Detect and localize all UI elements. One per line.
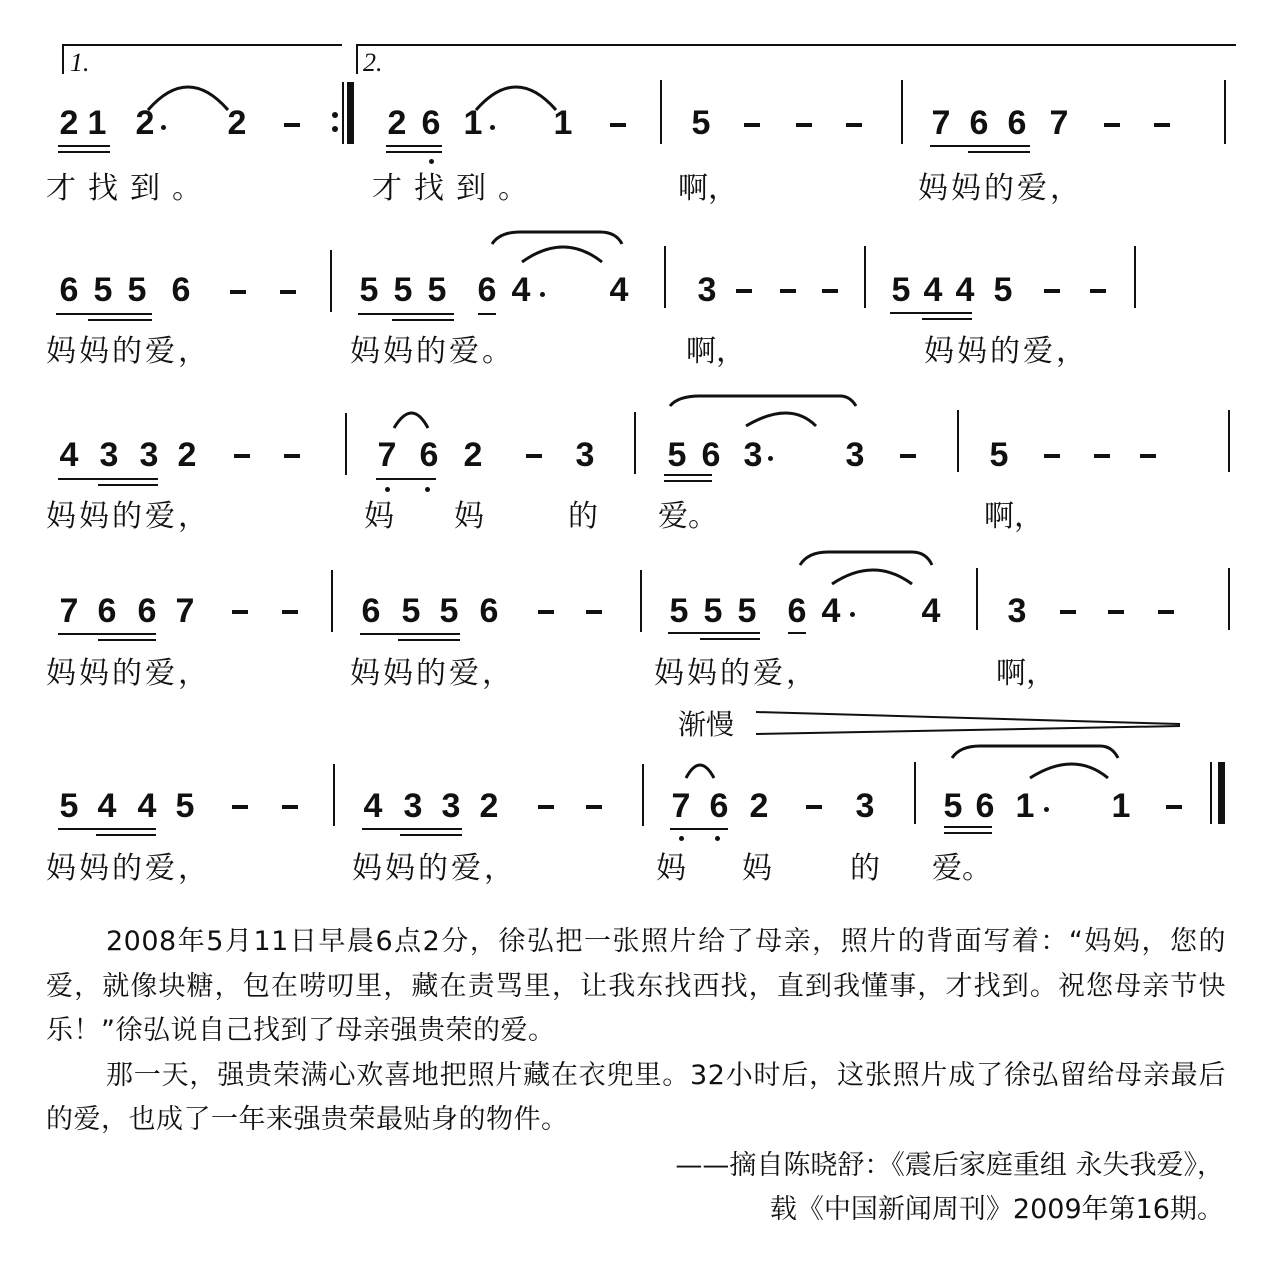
- note: 6: [701, 436, 721, 474]
- note: 6: [969, 104, 989, 142]
- lyric-text: 啊，: [686, 334, 746, 369]
- note: 4: [955, 271, 975, 309]
- note: 2: [177, 436, 197, 474]
- note: 3: [855, 787, 875, 825]
- lyric-text: 的: [568, 499, 598, 534]
- lyric-text: 妈妈的爱，: [918, 171, 1083, 206]
- note: 2: [59, 104, 79, 142]
- lyric-text: 妈妈的爱，: [654, 656, 819, 691]
- note: 1: [87, 104, 107, 142]
- lyric-text: 妈妈的爱。: [350, 334, 515, 369]
- note: 2: [749, 787, 769, 825]
- note: 6: [419, 436, 439, 474]
- note: 3: [697, 271, 717, 309]
- lyric-text: 妈: [454, 499, 484, 534]
- note: 2: [135, 104, 155, 142]
- note: 5: [703, 592, 723, 630]
- note: 3: [139, 436, 159, 474]
- note: 5: [59, 787, 79, 825]
- note: 5: [943, 787, 963, 825]
- volta-2-label: 2.: [363, 48, 383, 77]
- note: 1: [1111, 787, 1131, 825]
- lyric-text: 才找到。: [372, 171, 540, 206]
- note: 6: [709, 787, 729, 825]
- note: 7: [175, 592, 195, 630]
- lyric-text: 啊，: [678, 171, 738, 206]
- note: 5: [667, 436, 687, 474]
- note: 3: [441, 787, 461, 825]
- note: 3: [403, 787, 423, 825]
- note: 7: [671, 787, 691, 825]
- lyric-text: 妈妈的爱，: [46, 499, 211, 534]
- note: 5: [737, 592, 757, 630]
- note: 7: [931, 104, 951, 142]
- citation-line-1: ——摘自陈晓舒：《震后家庭重组 永失我爱》，: [675, 1150, 1224, 1181]
- lyric-text: 妈妈的爱，: [46, 656, 211, 691]
- note: 5: [393, 271, 413, 309]
- note: 6: [1007, 104, 1027, 142]
- lyric-text: 啊，: [996, 656, 1056, 691]
- note: 1: [463, 104, 483, 142]
- lyric-text: 妈妈的爱，: [924, 334, 1089, 369]
- note: 6: [171, 271, 191, 309]
- lyric-text: 妈: [656, 851, 686, 886]
- lyric-text: 妈妈的爱，: [46, 334, 211, 369]
- lyric-text: 才找到。: [46, 171, 214, 206]
- note: 6: [787, 592, 807, 630]
- note: 4: [923, 271, 943, 309]
- note: 4: [821, 592, 841, 630]
- note: 4: [137, 787, 157, 825]
- note: 7: [377, 436, 397, 474]
- note: 1: [553, 104, 573, 142]
- note: 6: [421, 104, 441, 142]
- prose-body: [46, 920, 1226, 1143]
- note: 5: [427, 271, 447, 309]
- citation-line-2: 载《中国新闻周刊》2009年第16期。: [769, 1194, 1224, 1225]
- note: 4: [609, 271, 629, 309]
- note: 2: [227, 104, 247, 142]
- lyric-text: 的: [850, 851, 880, 886]
- note: 6: [97, 592, 117, 630]
- note: 4: [97, 787, 117, 825]
- note: 3: [1007, 592, 1027, 630]
- lyric-text: 爱。: [658, 499, 718, 534]
- note: 5: [127, 271, 147, 309]
- note: 5: [359, 271, 379, 309]
- lyric-text: 爱。: [932, 851, 992, 886]
- note: 6: [477, 271, 497, 309]
- note: 1: [1015, 787, 1035, 825]
- note: 4: [363, 787, 383, 825]
- note: 6: [59, 271, 79, 309]
- note: 5: [401, 592, 421, 630]
- note: 5: [891, 271, 911, 309]
- note: 6: [975, 787, 995, 825]
- note: 5: [175, 787, 195, 825]
- citation: [675, 1144, 1224, 1232]
- note: 5: [993, 271, 1013, 309]
- note: 4: [511, 271, 531, 309]
- lyric-text: 妈: [742, 851, 772, 886]
- prose-paragraph-1: 2008年5月11日早晨6点2分，徐弘把一张照片给了母亲，照片的背面写着：“妈妈，您的爱，就像块糖，包在唠叨里，藏在责骂里，让我东找西找，直到我懂事，才找到。祝您母亲节快乐！”徐弘说自己找到了母亲强贵荣的爱。: [46, 926, 1226, 1046]
- note: 5: [93, 271, 113, 309]
- lyric-text: 妈: [364, 499, 394, 534]
- lyric-text: 妈妈的爱，: [352, 851, 517, 886]
- note: 7: [1049, 104, 1069, 142]
- note: 3: [845, 436, 865, 474]
- note: 6: [137, 592, 157, 630]
- note: 2: [479, 787, 499, 825]
- tempo-marking-ritardando: 渐慢: [678, 708, 735, 741]
- prose-paragraph-2: 那一天，强贵荣满心欢喜地把照片藏在衣兜里。32小时后，这张照片成了徐弘留给母亲最后的爱，也成了一年来强贵荣最贴身的物件。: [46, 1059, 1226, 1135]
- note: 6: [479, 592, 499, 630]
- lyric-text: 啊，: [984, 499, 1044, 534]
- note: 7: [59, 592, 79, 630]
- note: 4: [921, 592, 941, 630]
- volta-1-label: 1.: [70, 48, 90, 77]
- note: 6: [361, 592, 381, 630]
- note: 5: [669, 592, 689, 630]
- lyric-text: 妈妈的爱，: [46, 851, 211, 886]
- lyric-text: 妈妈的爱，: [350, 656, 515, 691]
- note: 3: [99, 436, 119, 474]
- note: 2: [463, 436, 483, 474]
- note: 3: [743, 436, 763, 474]
- note: 2: [387, 104, 407, 142]
- note: 3: [575, 436, 595, 474]
- note: 5: [691, 104, 711, 142]
- note: 5: [439, 592, 459, 630]
- note: 5: [989, 436, 1009, 474]
- note: 4: [59, 436, 79, 474]
